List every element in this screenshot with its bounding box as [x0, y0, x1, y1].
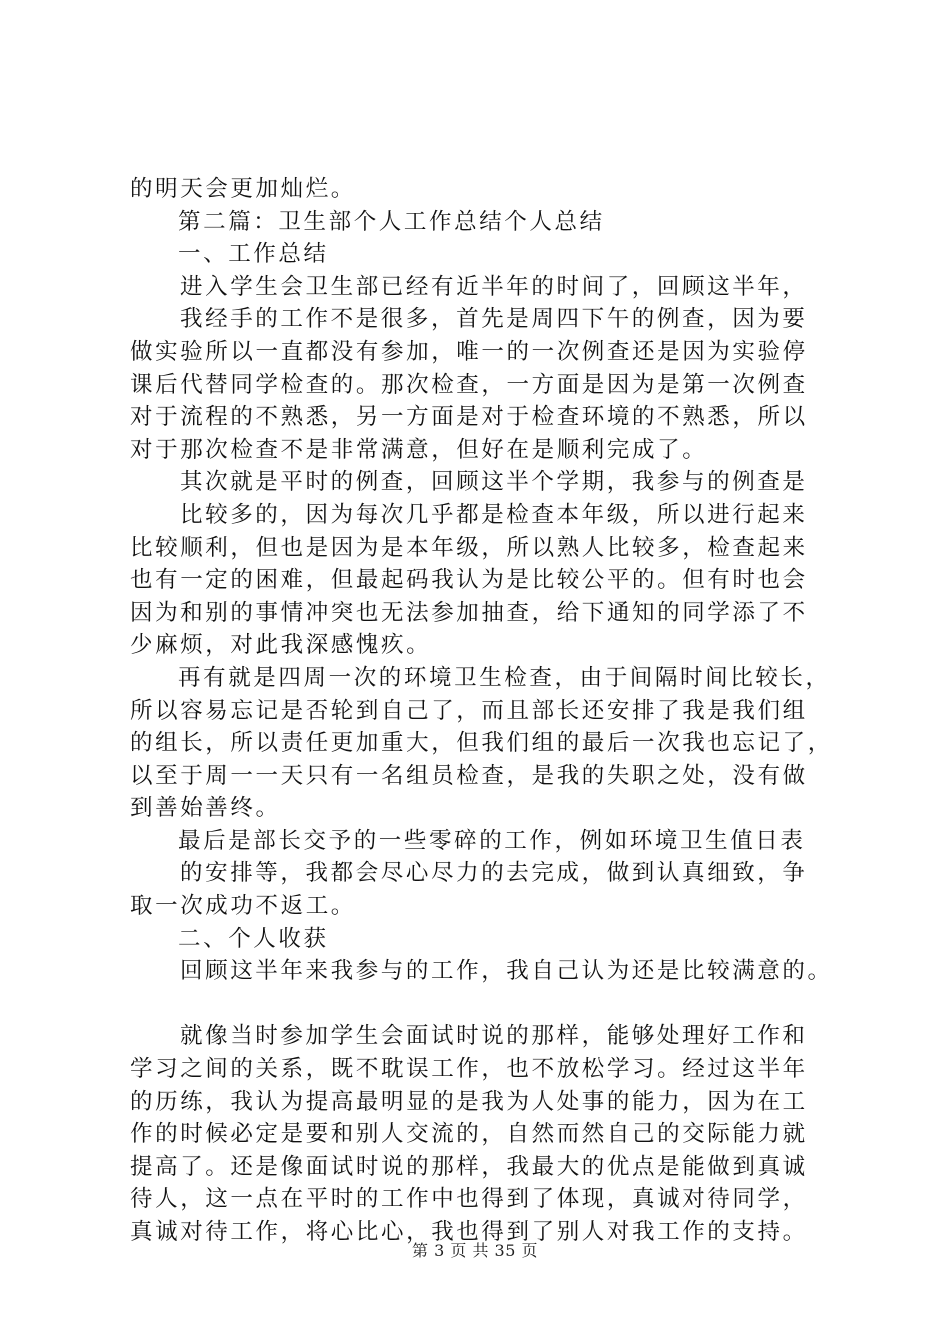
text-line: 课后代替同学检查的。那次检查，一方面是因为是第一次例查: [130, 371, 808, 398]
text-line: 因为和别的事情冲突也无法参加抽查，给下通知的同学添了不: [130, 599, 808, 626]
text-line: 比较多的，因为每次几乎都是检查本年级，所以进行起来: [180, 501, 808, 528]
text-line: 提高了。还是像面试时说的那样，我最大的优点是能做到真诚: [130, 1153, 808, 1180]
text-line: 最后是部长交予的一些零碎的工作，例如环境卫生值日表: [178, 827, 806, 854]
text-line: 对于流程的不熟悉，另一方面是对于检查环境的不熟悉，所以: [130, 404, 808, 431]
text-line: 以至于周一一天只有一名组员检查，是我的失职之处，没有做: [130, 762, 808, 789]
text-line: 做实验所以一直都没有参加，唯一的一次例查还是因为实验停: [130, 338, 808, 365]
text-line: 回顾这半年来我参与的工作，我自己认为还是比较满意的。: [180, 958, 833, 985]
text-line: 其次就是平时的例查，回顾这半个学期，我参与的例查是: [180, 469, 808, 496]
text-line: 真诚对待工作，将心比心，我也得到了别人对我工作的支持。: [130, 1219, 808, 1245]
text-line: 少麻烦，对此我深感愧疚。: [130, 632, 432, 659]
text-line: 对于那次检查不是非常满意，但好在是顺利完成了。: [130, 436, 708, 463]
blank-line: [130, 988, 850, 1021]
document-body: [130, 173, 850, 1249]
subsection-heading: 二、个人收获: [178, 925, 329, 952]
text-line: 的历练，我认为提高最明显的是我为人处事的能力，因为在工: [130, 1088, 808, 1115]
text-line: 作的时候必定是要和别人交流的，自然而然自己的交际能力就: [130, 1121, 808, 1148]
text-line: 到善始善终。: [130, 795, 281, 822]
text-line: 的组长，所以责任更加重大，但我们组的最后一次我也忘记了，: [130, 730, 833, 757]
text-line: 的安排等，我都会尽心尽力的去完成，做到认真细致，争: [180, 860, 808, 887]
text-line: 我经手的工作不是很多，首先是周四下午的例查，因为要: [180, 306, 808, 333]
page-number-footer: 第 3 页 共 35 页: [412, 1241, 538, 1260]
text-line: 再有就是四周一次的环境卫生检查，由于间隔时间比较长，: [178, 664, 831, 691]
text-line: 学习之间的关系，既不耽误工作，也不放松学习。经过这半年: [130, 1056, 808, 1083]
text-line: 待人，这一点在平时的工作中也得到了体现，真诚对待同学，: [130, 1186, 808, 1213]
text-line: 也有一定的困难，但最起码我认为是比较公平的。但有时也会: [130, 567, 808, 594]
text-line: 取一次成功不返工。: [130, 893, 356, 920]
text-line: 就像当时参加学生会面试时说的那样，能够处理好工作和: [180, 1023, 808, 1050]
subsection-heading: 一、工作总结: [178, 241, 329, 268]
text-line: 比较顺利，但也是因为是本年级，所以熟人比较多，检查起来: [130, 534, 808, 561]
text-line: 所以容易忘记是否轮到自己了，而且部长还安排了我是我们组: [130, 697, 808, 724]
text-line: 进入学生会卫生部已经有近半年的时间了，回顾这半年，: [180, 273, 808, 300]
section-heading: 第二篇：卫生部个人工作总结个人总结: [178, 208, 605, 235]
text-line: 的明天会更加灿烂。: [130, 176, 356, 202]
